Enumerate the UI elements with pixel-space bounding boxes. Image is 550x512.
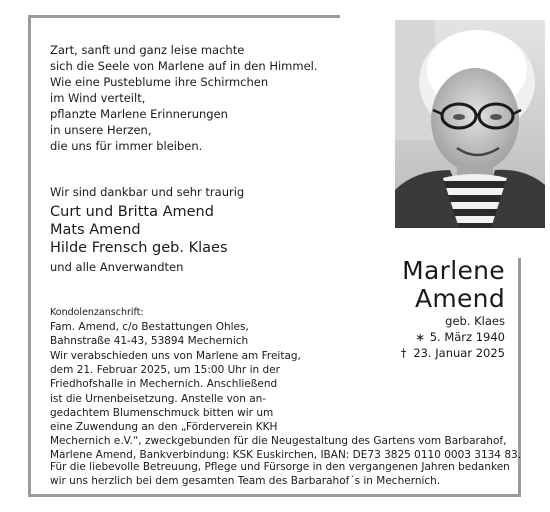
- message-line: dem 21. Februar 2025, um 15:00 Uhr in der: [50, 364, 280, 377]
- message-line: gedachtem Blumenschmuck bitten wir um: [50, 406, 274, 419]
- mourner-name: Hilde Frensch geb. Klaes: [50, 240, 228, 256]
- portrait-illustration: [395, 20, 545, 228]
- frame-top-border: [28, 15, 340, 18]
- condolence-address: [50, 320, 249, 348]
- mourner-name: Mats Amend: [50, 222, 141, 238]
- deceased-maiden-name: geb. Klaes: [445, 314, 505, 328]
- poem-line: pflanzte Marlene Erinnerungen: [50, 107, 228, 121]
- funeral-message: [50, 349, 521, 463]
- poem-line: Wie eine Pusteblume ihre Schirmchen: [50, 75, 269, 89]
- poem-line: im Wind verteilt,: [50, 91, 146, 105]
- closing-line: wir uns herzlich bei dem gesamten Team des Barbarahof´s in Mechernich.: [50, 475, 441, 487]
- message-line: Wir verabschieden uns von Marlene am Freitag,: [50, 350, 301, 362]
- poem: [50, 42, 318, 154]
- message-line: Friedhofshalle in Mechernich. Anschließend: [50, 378, 278, 391]
- closing-thanks: [50, 460, 510, 488]
- portrait-photo: [395, 20, 545, 228]
- deceased-first-name: Marlene: [402, 256, 505, 285]
- death-cross-icon: †: [400, 346, 407, 360]
- address-line: Fam. Amend, c/o Bestattungen Ohles,: [50, 321, 249, 333]
- address-line: Bahnstraße 41-43, 53894 Mechernich: [50, 335, 249, 347]
- message-line: ist die Urnenbeisetzung. Anstelle von an-: [50, 392, 267, 405]
- poem-line: sich die Seele von Marlene auf in den Himmel.: [50, 59, 318, 73]
- mourner-name: Curt und Britta Amend: [50, 204, 214, 220]
- birth-date-line: [398, 329, 505, 345]
- condolence-address-label: Kondolenzanschrift:: [50, 307, 144, 318]
- mourners-list: [50, 203, 228, 257]
- poem-line: in unsere Herzen,: [50, 123, 152, 137]
- message-line: eine Zuwendung an den „Förderverein KKH: [50, 421, 278, 434]
- message-line: Marlene Amend, Bankverbindung: KSK Euskirchen, IBAN: DE73 3825 0110 0003 3134 83.: [50, 449, 522, 462]
- message-line: Mechernich e.V.“, zweckgebunden für die Neugestaltung des Gartens vom Barbarahof,: [50, 435, 507, 448]
- birth-star-icon: ∗: [415, 330, 425, 344]
- relatives-line: und alle Anverwandten: [50, 260, 184, 274]
- death-date: 23. Januar 2025: [413, 346, 505, 360]
- deceased-last-name: Amend: [414, 284, 505, 313]
- thanks-line: Wir sind dankbar und sehr traurig: [50, 185, 245, 199]
- frame-bottom-border: [28, 494, 521, 497]
- closing-line: Für die liebevolle Betreuung, Pflege und Fürsorge in den vergangenen Jahren bedanken: [50, 461, 510, 473]
- poem-line: Zart, sanft und ganz leise machte: [50, 43, 245, 57]
- poem-line: die uns für immer bleiben.: [50, 139, 203, 153]
- birth-date: 5. März 1940: [429, 330, 505, 344]
- frame-left-border: [28, 15, 31, 497]
